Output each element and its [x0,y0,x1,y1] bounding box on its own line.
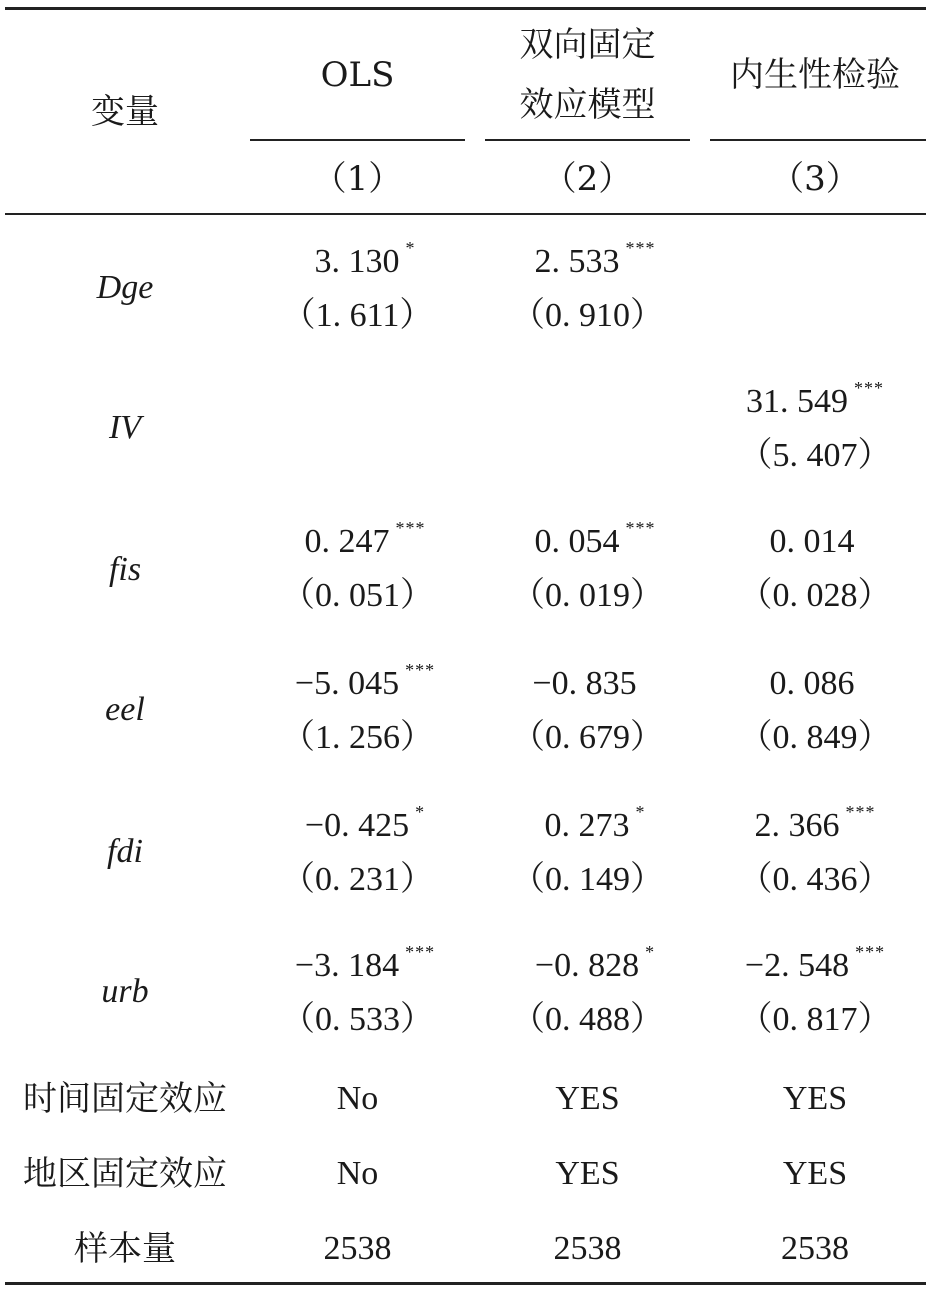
time-fixed-effect-value: YES [782,1080,848,1117]
se-cell: （0. 028） [738,577,892,614]
region-fixed-effect-value: YES [782,1155,848,1192]
col1-underline [250,139,465,141]
col3-number: （3） [770,159,860,199]
variable-header: 变量 [91,92,159,132]
se-cell: （0. 679） [511,719,664,756]
coef-cell [250,802,480,844]
var-eel: eel [105,691,145,728]
sample-size-value: 2538 [781,1230,849,1267]
significance-stars: *** [405,942,436,962]
coef-cell [475,802,715,844]
time-fixed-effect-value: YES [555,1080,620,1117]
coef-cell [250,518,480,560]
coef-value: 2. 366 [754,807,840,844]
coef-cell [475,942,715,984]
region-fixed-effect-value: YES [555,1155,620,1192]
se-cell: （0. 533） [281,1001,434,1038]
significance-stars: *** [395,518,426,538]
coef-value: −2. 548 [744,947,850,984]
region-fixed-effect-value: No [336,1155,379,1192]
coef-cell [700,525,930,559]
col2-title-line2: 效应模型 [519,85,656,125]
coef-cell [475,667,700,701]
significance-stars: * [405,238,416,258]
sample-size-label: 样本量 [74,1229,176,1269]
sample-size-value: 2538 [323,1230,392,1267]
coef-value: −5. 045 [294,665,400,702]
sample-size-value: 2538 [553,1230,622,1267]
se-cell: （5. 407） [738,437,892,474]
time-fixed-effect-value: No [336,1080,379,1117]
var-fis: fis [108,551,142,588]
col1-title: OLS [320,55,395,95]
significance-stars: *** [845,802,876,822]
significance-stars: *** [405,660,436,680]
coef-value: 2. 533 [534,243,620,280]
region-fixed-effect-label: 地区固定效应 [23,1154,227,1194]
coef-cell [475,238,715,280]
coef-value: −0. 425 [304,807,410,844]
var-fdi: fdi [107,833,143,870]
col1-number: （1） [312,159,403,199]
se-cell: （0. 019） [511,577,664,614]
se-cell: （1. 256） [281,719,434,756]
coef-value: 0. 273 [544,807,630,844]
top-rule [5,7,926,10]
se-cell: （0. 910） [511,297,664,334]
coef-value: −0. 828 [534,947,640,984]
se-cell: （0. 849） [738,719,892,756]
significance-stars: *** [625,238,656,258]
se-cell: （0. 149） [511,861,664,898]
col2-underline [485,139,690,141]
coef-value: 0. 086 [769,665,855,702]
significance-stars: * [415,802,426,822]
col2-number: （2） [542,159,633,199]
header-rule [5,213,926,215]
coef-value: 0. 247 [304,523,390,560]
coef-cell [475,518,715,560]
coef-cell [250,942,480,984]
var-iv: IV [108,409,142,446]
coef-value: −0. 835 [532,665,637,702]
time-fixed-effect-label: 时间固定效应 [23,1079,227,1119]
col3-title: 内生性检验 [730,55,900,95]
coef-cell [700,667,930,701]
se-cell: （0. 436） [738,861,892,898]
col3-underline [710,139,926,141]
coef-value: 0. 054 [534,523,620,560]
var-dge: Dge [96,269,154,306]
se-cell: （0. 231） [281,861,434,898]
se-cell: （0. 488） [511,1001,664,1038]
significance-stars: * [645,942,656,962]
coef-value: −3. 184 [294,947,400,984]
coef-value: 31. 549 [746,383,848,420]
var-urb: urb [101,973,149,1010]
significance-stars: *** [625,518,656,538]
significance-stars: * [635,802,646,822]
coef-cell [250,238,480,280]
coef-cell [250,660,480,702]
bottom-rule [5,1282,926,1285]
se-cell: （1. 611） [281,297,434,334]
coef-cell [700,802,930,844]
significance-stars: *** [855,942,886,962]
coef-cell [700,378,930,420]
coef-cell [700,942,930,984]
col2-title-line1: 双向固定 [519,25,656,65]
coef-value: 0. 014 [769,523,855,560]
coef-value: 3. 130 [314,243,400,280]
se-cell: （0. 051） [281,577,434,614]
significance-stars: *** [854,378,884,398]
se-cell: （0. 817） [738,1001,892,1038]
